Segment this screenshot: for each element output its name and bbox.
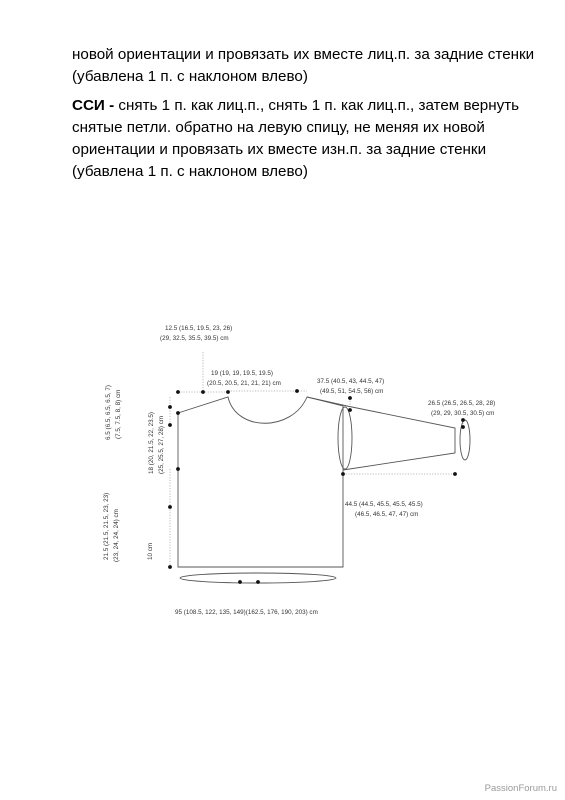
dim-dot <box>168 565 172 569</box>
dim-dot <box>201 390 205 394</box>
dim-dot <box>348 408 352 412</box>
width-label: 95 (108.5, 122, 135, 149)(162.5, 176, 190, 203) cm <box>175 609 318 616</box>
body-length-label-1: 21.5 (21.5, 21.5, 23, 23) <box>103 492 110 560</box>
cuff-label-2: (29, 29, 30.5, 30.5) cm <box>431 410 495 417</box>
dim-dot <box>226 390 230 394</box>
upper-arm-label-1: 37.5 (40.5, 43, 44.5, 47) <box>317 378 385 385</box>
sleeve-length-label-1: 44.5 (44.5, 45.5, 45.5, 45.5) <box>345 501 423 508</box>
dim-dot <box>176 390 180 394</box>
neck-depth-label-2: (7.5, 7.5, 8, 8) cm <box>115 389 122 439</box>
dim-dot <box>168 405 172 409</box>
dim-dot <box>238 580 242 584</box>
body-length-label-2: (23, 24, 24, 24) cm <box>113 509 120 562</box>
dim-dot <box>256 580 260 584</box>
dim-dot <box>168 423 172 427</box>
cuff-label-1: 26.5 (26.5, 26.5, 28, 28) <box>428 400 496 407</box>
dim-dot <box>176 467 180 471</box>
dim-dot <box>461 418 465 422</box>
neck-label-1: 19 (19, 19, 19.5, 19.5) <box>211 370 273 377</box>
sleeve-outline <box>307 397 455 470</box>
upper-arm-label-2: (49.5, 51, 54.5, 56) cm <box>320 388 384 395</box>
dim-dot <box>176 411 180 415</box>
shoulder-label-2: (29, 32.5, 35.5, 39.5) cm <box>160 335 229 342</box>
paragraph-body-ssi: снять 1 п. как лиц.п., снять 1 п. как лиц.п., затем вернуть снятые петли. обратно на левую спицу, не меняя их новой ориентации и провязать их вместе изн.п. за задние стенки (убавлена 1 п. с наклоном влево) <box>72 97 520 180</box>
dim-dot <box>295 389 299 393</box>
dim-dot <box>348 396 352 400</box>
hem-depth-label: 10 cm <box>147 542 154 560</box>
upper-arm-ellipse <box>338 407 352 469</box>
armhole-label-1: 18 (20, 21.5, 22, 23.5) <box>148 412 155 474</box>
paragraph-body: новой ориентации и провязать их вместе лиц.п. за задние стенки (убавлена 1 п. с наклоном влево) <box>72 46 535 85</box>
dim-dot <box>453 472 457 476</box>
shoulder-label-1: 12.5 (16.5, 19.5, 23, 26) <box>165 325 233 332</box>
paragraph-term-ssi: ССИ - <box>72 97 115 114</box>
neck-label-2: (20.5, 20.5, 21, 21, 21) cm <box>207 380 281 387</box>
dim-dot <box>168 505 172 509</box>
sleeve-length-label-2: (46.5, 46.5, 47, 47) cm <box>355 511 419 518</box>
neck-depth-label-1: 6.5 (6.5, 6.5, 6.5, 7) <box>105 385 112 440</box>
armhole-label-2: (25, 25.5, 27, 28) cm <box>158 415 165 474</box>
body-outline <box>178 397 343 567</box>
site-watermark: PassionForum.ru <box>484 783 557 794</box>
dim-dot <box>461 425 465 429</box>
dim-dot <box>341 472 345 476</box>
